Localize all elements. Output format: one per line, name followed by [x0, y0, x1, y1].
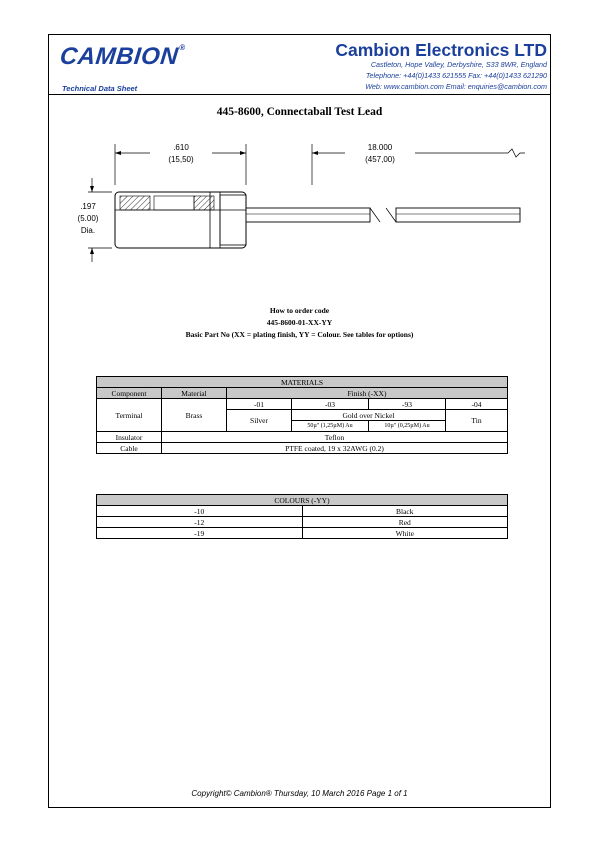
code-93: -93	[369, 399, 446, 410]
order-heading: How to order code	[269, 306, 330, 315]
order-description: Basic Part No (XX = plating finish, YY = Colour. See tables for options)	[185, 330, 414, 339]
code-04: -04	[446, 399, 508, 410]
terminal-cell: Terminal	[97, 399, 162, 432]
table-row	[97, 517, 508, 528]
gold-03-spec: 50µ" (1,25µM) Au	[292, 421, 369, 432]
cable-spec-cell: PTFE coated, 19 x 32AWG (0.2)	[162, 443, 508, 454]
length-dim-mm: (15,50)	[168, 155, 194, 164]
brass-cell: Brass	[162, 399, 227, 432]
colour-code: -10	[97, 506, 303, 517]
col-material: Material	[162, 388, 227, 399]
copyright-footer: Copyright© Cambion® Thursday, 10 March 2016 Page 1 of 1	[191, 789, 408, 798]
dia-label: Dia.	[80, 226, 96, 235]
address-line: Castleton, Hope Valley, Derbyshire, S33 8WR, England	[370, 60, 547, 69]
colour-name: White	[302, 528, 508, 539]
dia-dim-mm: (5.00)	[77, 214, 99, 223]
col-component: Component	[97, 388, 162, 399]
cable-dim-in: 18.000	[367, 143, 393, 152]
colour-name: Black	[302, 506, 508, 517]
test-lead-drawing	[70, 140, 540, 280]
code-03: -03	[292, 399, 369, 410]
code-01: -01	[227, 399, 292, 410]
length-dim-in: .610	[173, 143, 189, 152]
web-line: Web: www.cambion.com Email: enquiries@cambion.com	[365, 82, 547, 91]
colours-table	[96, 494, 508, 539]
cable-dim-mm: (457,00)	[365, 155, 395, 164]
colour-code: -12	[97, 517, 303, 528]
colour-name: Red	[302, 517, 508, 528]
colour-code: -19	[97, 528, 303, 539]
header-divider	[48, 94, 551, 95]
cambion-logo: CAMBION®	[58, 43, 187, 70]
gold-93-spec: 10µ" (0,25µM) Au	[369, 421, 446, 432]
colours-title: COLOURS (-YY)	[97, 495, 508, 506]
table-row	[97, 528, 508, 539]
col-finish: Finish (-XX)	[227, 388, 508, 399]
technical-data-sheet-label: Technical Data Sheet	[62, 84, 138, 93]
teflon-cell: Teflon	[162, 432, 508, 443]
dia-dim-in: .197	[80, 202, 96, 211]
materials-table	[96, 376, 508, 454]
cable-cell: Cable	[97, 443, 162, 454]
insulator-cell: Insulator	[97, 432, 162, 443]
phone-line: Telephone: +44(0)1433 621555 Fax: +44(0)1433 621290	[365, 71, 547, 80]
gold-header: Gold over Nickel	[292, 410, 446, 421]
silver-cell: Silver	[227, 410, 292, 432]
tin-cell: Tin	[446, 410, 508, 432]
table-row	[97, 506, 508, 517]
order-code: 445-8600-01-XX-YY	[266, 318, 333, 327]
company-name: Cambion Electronics LTD	[335, 40, 547, 60]
materials-title: MATERIALS	[97, 377, 508, 388]
document-title: 445-8600, Connectaball Test Lead	[216, 106, 383, 118]
